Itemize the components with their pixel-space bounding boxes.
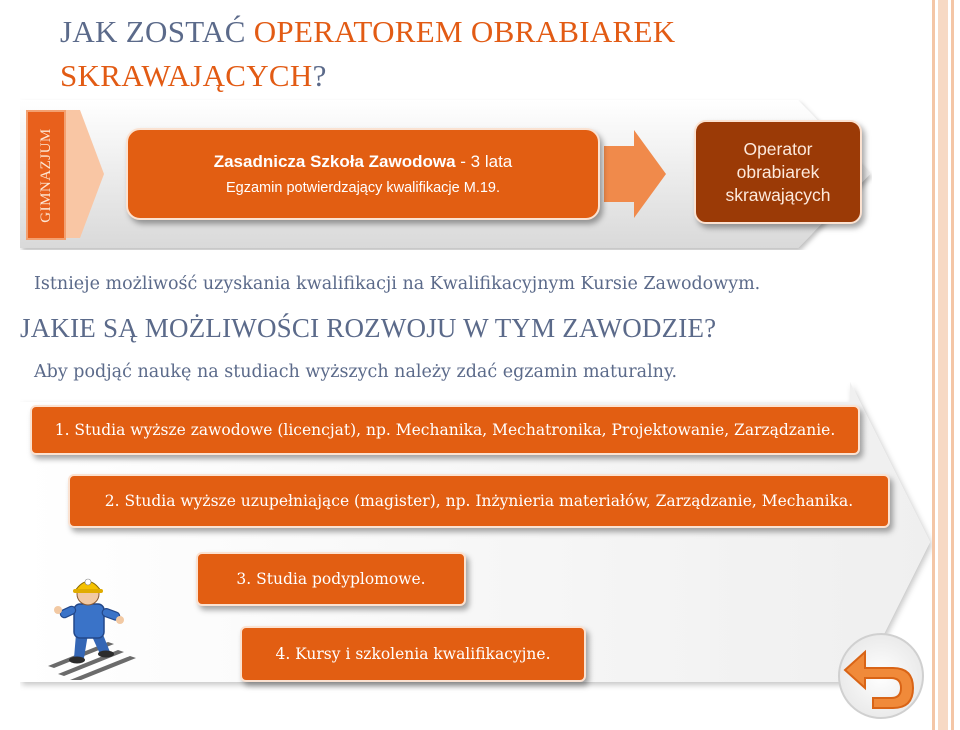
decorative-stripes [930, 0, 960, 730]
page-title: JAK ZOSTAĆ OPERATOREM OBRABIAREK SKRAWAJĄCYCH? [60, 14, 676, 93]
worker-climbing-stairs-icon [48, 570, 148, 680]
vocational-school-box: Zasadnicza Szkoła Zawodowa - 3 lata Egzamin potwierdzający kwalifikacje M.19. [126, 128, 600, 220]
operator-result-box: Operator obrabiarek skrawających [694, 120, 862, 224]
section-heading: JAKIE SĄ MOŻLIWOŚCI ROZWOJU W TYM ZAWODZIE? [20, 313, 717, 343]
info-text-2: Aby podjąć naukę na studiach wyższych należy zdać egzamin maturalny. [34, 362, 678, 382]
info-text: Istnieje możliwość uzyskania kwalifikacji na Kwalifikacyjnym Kursie Zawodowym. [34, 274, 761, 294]
back-arrow-icon[interactable] [833, 630, 929, 720]
option-3: 3. Studia podyplomowe. [196, 552, 466, 606]
option-1: 1. Studia wyższe zawodowe (licencjat), np. Mechanika, Mechatronika, Projektowanie, Zarządzanie. [30, 405, 860, 455]
option-4: 4. Kursy i szkolenia kwalifikacyjne. [240, 626, 586, 682]
school-stage-label: GIMNAZJUM [26, 110, 66, 240]
option-2: 2. Studia wyższe uzupełniające (magister), np. Inżynieria materiałów, Zarządzanie, Mechanika. [68, 474, 890, 528]
